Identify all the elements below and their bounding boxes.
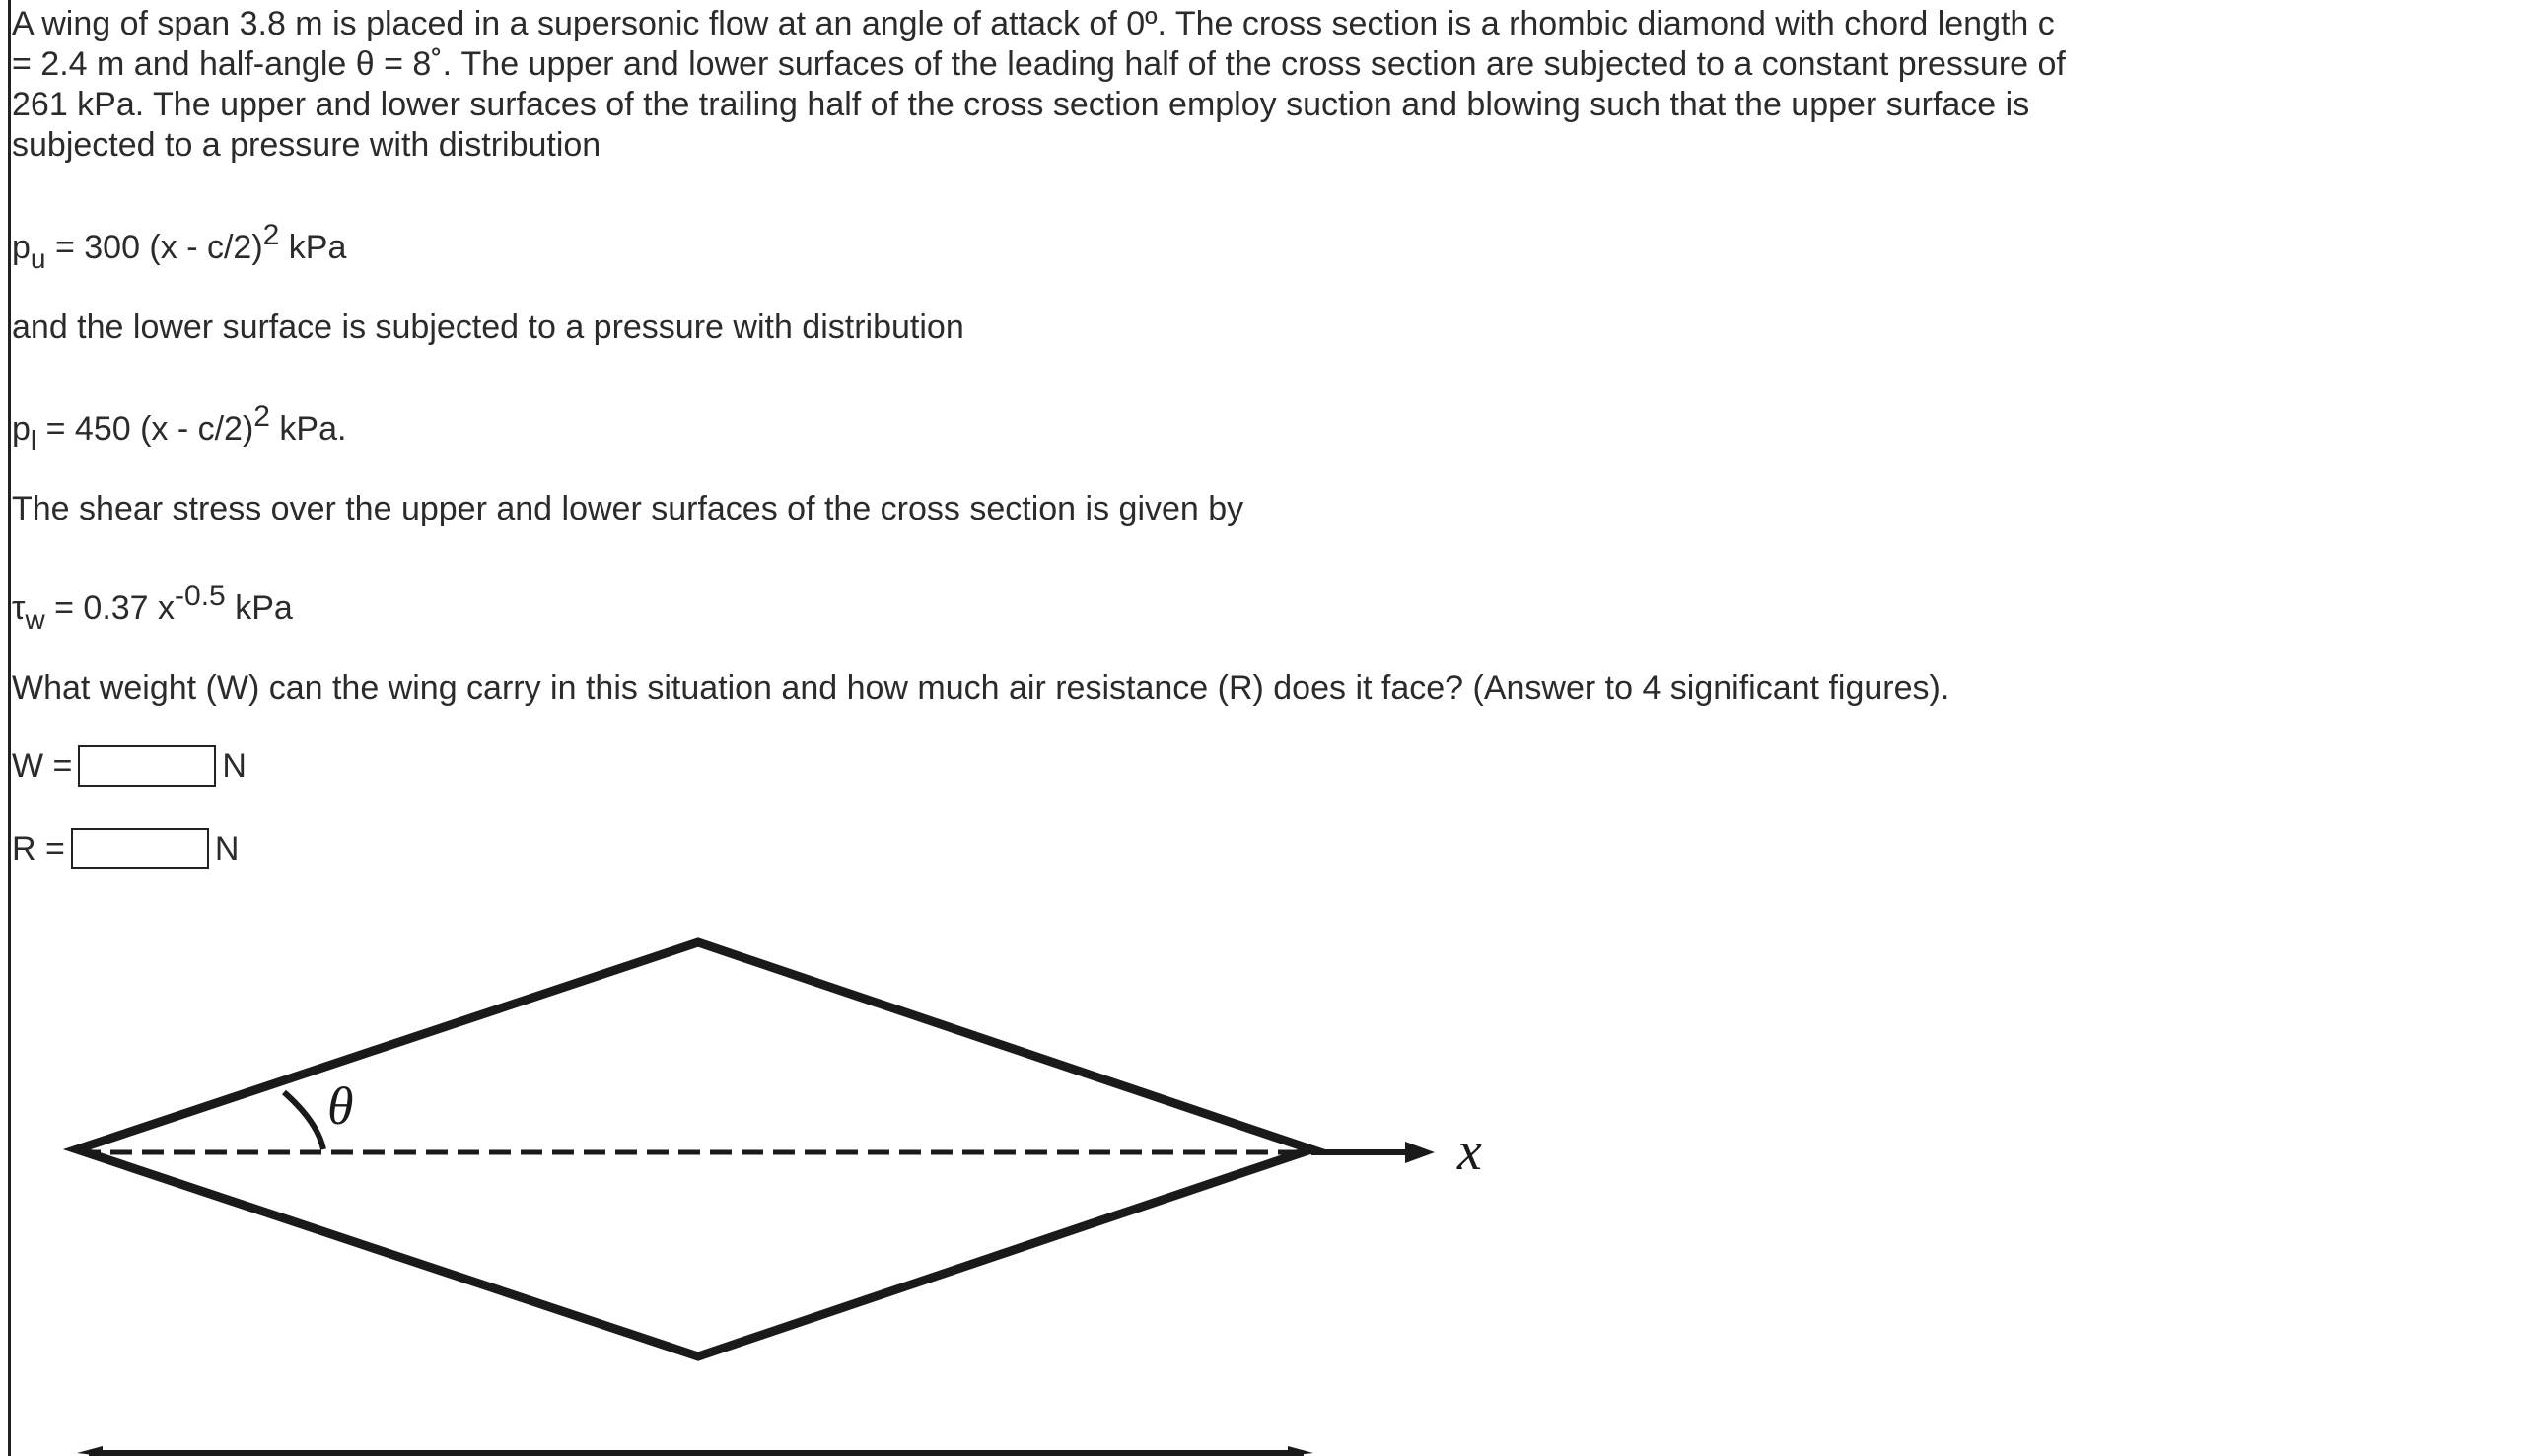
theta-angle-arc bbox=[284, 1092, 323, 1149]
lower-pressure-subscript: l bbox=[30, 425, 37, 455]
problem-statement bbox=[12, 4, 2083, 867]
weight-unit: N bbox=[222, 746, 247, 785]
resistance-label: R = bbox=[12, 829, 65, 867]
lower-pressure-unit: kPa. bbox=[269, 410, 347, 448]
resistance-answer-row bbox=[12, 828, 239, 869]
shear-stress-text: The shear stress over the upper and lower surfaces of the cross section is given by bbox=[12, 490, 1244, 527]
upper-pressure-unit: kPa bbox=[279, 229, 347, 266]
rhombic-airfoil-diagram bbox=[59, 927, 1538, 1456]
lower-pressure-symbol: p bbox=[12, 410, 31, 448]
weight-answer-row bbox=[12, 745, 247, 787]
left-border bbox=[8, 0, 11, 1456]
shear-stress-equation bbox=[12, 576, 293, 640]
lower-pressure-rhs: = 450 (x - c/2) bbox=[36, 410, 254, 448]
x-axis-arrowhead bbox=[1405, 1142, 1435, 1163]
shear-stress-subscript: w bbox=[25, 604, 45, 635]
lower-pressure-exponent: 2 bbox=[253, 400, 270, 433]
weight-input[interactable] bbox=[78, 745, 216, 787]
shear-stress-rhs: = 0.37 x bbox=[44, 589, 176, 627]
resistance-input[interactable] bbox=[71, 828, 209, 869]
shear-stress-exponent: -0.5 bbox=[175, 580, 226, 612]
intro-paragraph: A wing of span 3.8 m is placed in a supersonic flow at an angle of attack of 0º. The cross section is a rhombic diamond with chord length c = 2.4 m and half-angle θ = 8˚. The upper and lower surfaces of the leading half of the cross section are subjected to a constant pressure of 261 kPa. The upper and lower surfaces of the trailing half of the cross section employ suction and blowing such that the upper surface is subjected to a pressure with distribution bbox=[12, 5, 2066, 164]
shear-stress-unit: kPa bbox=[225, 589, 293, 627]
upper-pressure-rhs: = 300 (x - c/2) bbox=[45, 229, 263, 266]
question-text: What weight (W) can the wing carry in this situation and how much air resistance (R) does it face? (Answer to 4 significant figures). bbox=[12, 669, 1950, 707]
rhombus-outline bbox=[77, 942, 1311, 1356]
resistance-unit: N bbox=[214, 829, 240, 867]
dimension-arrow-left bbox=[77, 1446, 103, 1456]
shear-stress-symbol: τ bbox=[12, 589, 26, 627]
weight-label: W = bbox=[12, 746, 73, 785]
upper-pressure-exponent: 2 bbox=[262, 219, 280, 251]
upper-pressure-subscript: u bbox=[30, 243, 46, 274]
dimension-arrow-right bbox=[1288, 1446, 1313, 1456]
upper-pressure-equation bbox=[12, 215, 346, 279]
lower-surface-text: and the lower surface is subjected to a pressure with distribution bbox=[12, 309, 964, 346]
upper-pressure-symbol: p bbox=[12, 229, 31, 266]
theta-label: θ bbox=[327, 1076, 354, 1136]
lower-pressure-equation bbox=[12, 396, 346, 460]
x-axis-label: x bbox=[1457, 1121, 1482, 1182]
